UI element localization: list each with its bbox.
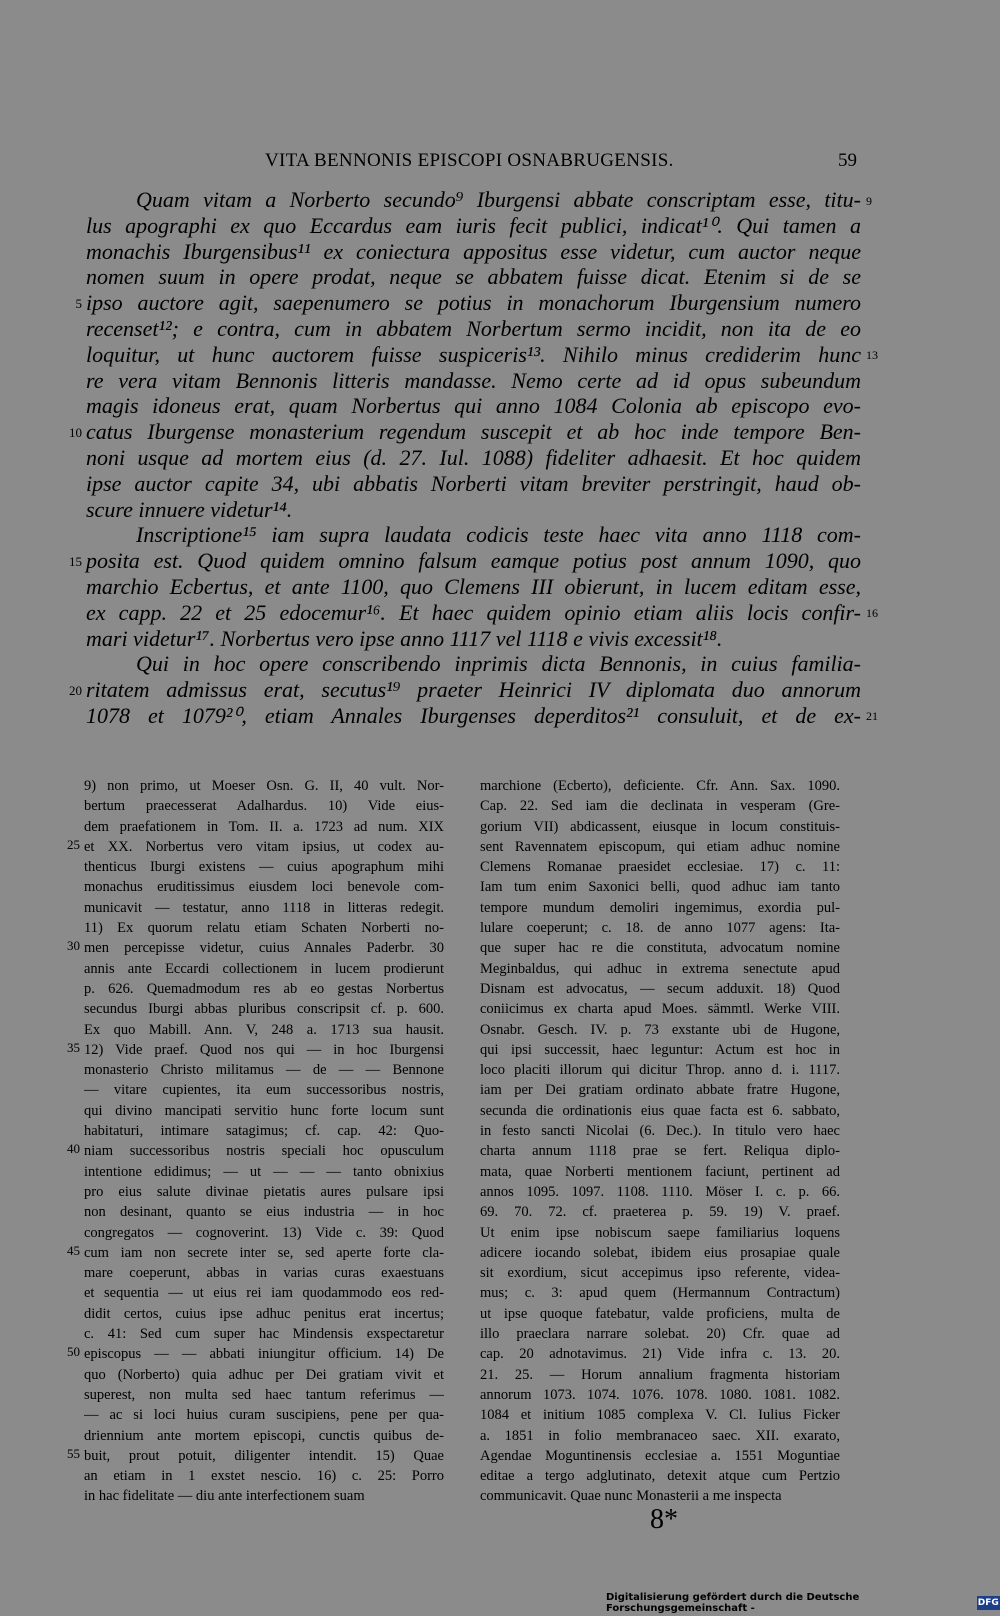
footnote-line: 1084 et initium 1085 complexa V. Cl. Iulius Ficker [480, 1407, 840, 1424]
footnote-line: sit exordium, sicut accepimus ipso referente, videa- [480, 1265, 840, 1282]
source-line-number: 9 [866, 194, 872, 208]
running-header [0, 146, 1000, 176]
footnote-line: sent Ravennatem episcopum, qui etiam adhuc nomine [480, 838, 840, 855]
footnote-line: non desinant, quanto se eius industria — in hoc [84, 1204, 444, 1221]
line-number: 35 [67, 1040, 80, 1055]
line-number: 5 [75, 296, 82, 311]
footnote-line: coniicimus ex charta apud Moes. sämmtl. Werke VIII. [480, 1001, 840, 1018]
footnote-line: cum iam non secrete inter se, sed aperte forte cla- [84, 1244, 444, 1261]
footnote-line: thenticus Iburgi existens — cuius apographum mihi [84, 859, 444, 876]
source-line-number: 21 [866, 709, 878, 723]
footnote-line: illo praeclara narrare solebat. 20) Cfr. quae ad [480, 1326, 840, 1343]
line-number: 45 [67, 1243, 80, 1258]
footnote-line: communicavit. Quae nunc Monasterii a me inspecta [480, 1488, 782, 1505]
footnote-line: Ut enim ipse nobiscum saepe familiarius loquens [480, 1224, 840, 1241]
line-number: 10 [69, 425, 82, 440]
footnote-line: niam successoribus nostris speciali hoc opusculum [84, 1143, 444, 1160]
text-line: 1078 et 1079²⁰, etiam Annales Iburgenses deperditos²¹ consuluit, et de ex- [86, 703, 861, 728]
footnote-line: — vitare cupientes, ita eum successoribus nostris, [84, 1082, 444, 1099]
footnote-line: driennium ante mortem episcopi, cunctis quibus de- [84, 1427, 444, 1444]
footnote-line: secunda die ordinationis eius quae facta est 6. sabbato, [480, 1102, 840, 1119]
footnote-line: annos 1095. 1097. 1108. 1110. Möser I. c. p. 66. [480, 1183, 840, 1200]
footnote-line: Cap. 22. Sed iam die declinata in vesperam (Gre- [480, 798, 840, 815]
footnote-line: Clemens Romanae praesidet ecclesiae. 17) c. 11: [480, 859, 840, 876]
footnote-line: Ex quo Mabill. Ann. V, 248 a. 1713 sua hausit. [84, 1021, 444, 1038]
text-line: noni usque ad mortem eius (d. 27. Iul. 1088) fideliter adhaesit. Et hoc quidem [86, 445, 861, 470]
footnote-line: 21. 25. — Horum annalium fragmenta historiam [480, 1366, 840, 1383]
footnote-line: adicere iocando solebat, ibidem eius prosapiae quale [480, 1244, 840, 1261]
footnote-line: loco placiti illorum qui dicitur Throp. anno d. i. 1117. [480, 1062, 840, 1079]
text-line: ipse auctor capite 34, ubi abbatis Norberti vitam breviter perstringit, haud ob- [86, 470, 861, 496]
footnote-line: p. 626. Quemadmodum res ab eo gestas Norbertus [84, 980, 444, 997]
footnote-line: in hac fidelitate — diu ante interfectionem suam [84, 1488, 365, 1505]
footnote-line: iam per Dei gratiam ordinato abbate fratre Hugone, [480, 1082, 840, 1099]
footnote-line: qui divino mancipati servitio hunc forte locum sunt [84, 1102, 444, 1119]
footnote-line: 9) non primo, ut Moeser Osn. G. II, 40 vult. Nor- [84, 778, 444, 794]
footnote-line: lulare coeperunt; c. 18. de anno 1077 agens: Ita- [480, 920, 840, 937]
line-number: 25 [67, 837, 80, 852]
footnote-line: et XX. Norbertus vero vitam ipsius, ut codex au- [84, 838, 444, 855]
footnote-line: cap. 20 adnotavimus. 21) Vide infra c. 13. 20. [480, 1346, 840, 1363]
footnote-line: superest, non multa sed haec tantum referimus — [84, 1386, 444, 1403]
footnote-line: 11) Ex quorum relatu etiam Schaten Norberti no- [84, 920, 444, 937]
footnote-line: in festo sancti Nicolai (6. Dec.). In titulo vero haec [480, 1123, 840, 1140]
footnote-line: dem praefationem in Tom. II. a. 1723 ad num. XIX [84, 818, 444, 835]
footnote-line: c. 41: Sed cum super hac Mindensis exspectaretur [84, 1326, 444, 1343]
footnote-line: municavit — testatur, anno 1118 in litteras redegit. [84, 899, 444, 916]
text-line: recenset¹²; e contra, cum in abbatem Norbertum sermo incidit, non ita de eo [86, 316, 861, 341]
text-line: ritatem admissus erat, secutus¹⁹ praeter Heinrici IV diplomata duo annorum [86, 677, 861, 703]
text-line: Inscriptione¹⁵ iam supra laudata codicis teste haec vita anno 1118 com- [136, 522, 861, 548]
footnote-line: 12) Vide praef. Quod nos qui — in hoc Iburgensi [84, 1041, 444, 1058]
footnote-line: mare coeperunt, abbas in varias curas exaestuans [84, 1265, 444, 1282]
text-line: ex capp. 22 et 25 edocemur¹⁶. Et haec quidem opinio etiam aliis locis confir- [86, 599, 861, 625]
text-line: Qui in hoc opere conscribendo inprimis dicta Bennonis, in cuius familia- [136, 651, 861, 677]
text-line: Quam vitam a Norberto secundo⁹ Iburgensi abbate conscriptam esse, titu- [136, 187, 861, 212]
footnotes-right-column [480, 776, 840, 1507]
footnote-line: didit certos, cuius ipse adhuc penitus erat incertus; [84, 1305, 444, 1322]
line-number: 15 [69, 554, 82, 569]
text-line: posita est. Quod quidem omnino falsum eamque potius post annum 1090, quo [86, 548, 861, 574]
footnote-line: habitaturi, intimare satagimus; cf. cap. 42: Quo- [84, 1123, 444, 1140]
line-number: 50 [67, 1344, 80, 1359]
footnote-line: quo (Norberto) quia adhuc per Dei gratiam vivit et [84, 1366, 444, 1383]
text-line: ipso auctore agit, saepenumero se potius in monachorum Iburgensium numero [86, 290, 861, 316]
footnote-line: marchione (Ecberto), deficiente. Cfr. Ann. Sax. 1090. [480, 778, 840, 794]
text-line: marchio Ecbertus, et ante 1100, quo Clemens III obierunt, in lucem editam esse, [86, 574, 861, 599]
footnote-line: qui ipsi successit, haec leguntur: Actum est hoc in [480, 1041, 840, 1058]
footer-text: Digitalisierung gefördert durch die Deutsche Forschungsgemeinschaft - [606, 1592, 860, 1614]
text-line: re vera vitam Bennonis litteris mandasse. Nemo certe ad id opus subeundum [86, 367, 861, 393]
source-line-number: 13 [866, 348, 878, 362]
footnote-line: men percepisse videtur, cuius Annales Paderbr. 30 [84, 940, 444, 957]
running-title: VITA BENNONIS EPISCOPI OSNABRUGENSIS. [265, 150, 674, 171]
text-line: magis idoneus erat, quam Norbertus qui anno 1084 Colonia ab episcopo evo- [86, 393, 861, 419]
footnote-line: intentione edidimus; — ut — — — tanto obnixius [84, 1163, 444, 1180]
footnote-line: mata, quae Norberti mentionem faciunt, pertinent ad [480, 1163, 840, 1180]
footnote-line: — ac si loci huius curam suscipiens, pene per qua- [84, 1407, 444, 1424]
footnote-line: Agendae Moguntinensis ecclesiae a. 1551 Moguntiae [480, 1447, 840, 1464]
footnote-line: tempore mundum demoliri ingemimus, exordia pul- [480, 899, 840, 916]
footnote-line: buit, prout potuit, diligenter intendit. 15) Quae [84, 1447, 444, 1464]
footnote-line: gorium VII) abdicassent, eiusque in locum constituis- [480, 818, 840, 835]
footnote-line: que super hac re die constituta, advocatum nomine [480, 940, 840, 957]
footnote-line: annis ante Eccardi collectionem in lucem prodierunt [84, 960, 444, 977]
footnote-line: a. 1851 in folio membranaceo saec. XII. exarato, [480, 1427, 840, 1444]
line-number: 30 [67, 938, 80, 953]
source-line-number: 16 [866, 606, 878, 620]
footnote-line: annorum 1073. 1074. 1076. 1078. 1080. 1081. 1082. [480, 1386, 840, 1403]
footnote-line: an etiam in 1 exstet nescio. 16) c. 25: Porro [84, 1468, 444, 1485]
line-number: 40 [67, 1141, 80, 1156]
footnote-line: Meginbaldus, qui adhuc in extrema senectute apud [480, 960, 840, 977]
text-line: nomen suum in opere prodat, neque se abbatem fuisse dicat. Etenim si de se [86, 264, 861, 290]
text-line: lus apographi ex quo Eccardus eam iuris fecit publici, indicat¹⁰. Qui tamen a [86, 212, 861, 238]
footnotes-left-column [84, 776, 444, 1507]
footnote-line: congregatos — cognoverint. 13) Vide c. 39: Quod [84, 1224, 444, 1241]
page-number: 59 [838, 150, 857, 171]
text-line: loquitur, ut hunc auctorem fuisse suspiceris¹³. Nihilo minus crediderim hunc [86, 341, 861, 367]
line-number: 20 [69, 683, 82, 698]
footnote-line: pro eius salute divinae pietatis aures pulsare ipsi [84, 1183, 444, 1200]
footnote-line: Osnabr. Gesch. IV. p. 73 exstante ubi de Hugone, [480, 1021, 840, 1038]
footnote-line: 69. 70. 72. cf. praeterea p. 59. 19) V. praef. [480, 1204, 840, 1221]
text-line: monachis Iburgensibus¹¹ ex coniectura appositus esse videtur, cum auctor neque [86, 238, 861, 264]
footnote-line: bertum praecesserat Adalhardus. 10) Vide eius- [84, 798, 444, 815]
text-line: mari videtur¹⁷. Norbertus vero ipse anno 1117 vel 1118 e vivis excessit¹⁸. [86, 625, 723, 651]
dfg-logo: DFG [977, 1598, 999, 1608]
text-line: scure innuere videtur¹⁴. [86, 496, 293, 522]
footnote-line: et sequentia — ut eius rei iam quodammodo eos red- [84, 1285, 444, 1302]
footnote-line: monachus eruditissimus eiusdem loci benevole com- [84, 879, 444, 896]
footnote-line: ut ipse quoque fatebatur, valde proficiens, multa de [480, 1305, 840, 1322]
footer-credit [606, 1594, 1000, 1612]
footnote-line: editae a tergo adglutinato, detexit atque cum Pertzio [480, 1468, 840, 1485]
line-number: 55 [67, 1446, 80, 1461]
footnote-line: episcopus — — abbati iniungitur officium. 14) De [84, 1346, 444, 1363]
text-line: catus Iburgense monasterium regendum suscepit et ab hoc inde tempore Ben- [86, 419, 861, 445]
footnote-line: monasterio Christo militamus — de — — Bennone [84, 1062, 444, 1079]
footnote-line: Iam tum enim Saxonici belli, quod adhuc iam tanto [480, 879, 840, 896]
footnote-line: mus; c. 3: apud quem (Hermannum Contractum) [480, 1285, 840, 1302]
footnote-line: Disnam est advocatus, — secum adduxit. 18) Quod [480, 980, 840, 997]
footnote-line: charta annum 1118 prae se fert. Reliqua diplo- [480, 1143, 840, 1160]
footnote-line: secundus Iburgi abbas pluribus conscripsit cf. p. 600. [84, 1001, 444, 1018]
signature-mark: 8* [650, 1504, 678, 1535]
